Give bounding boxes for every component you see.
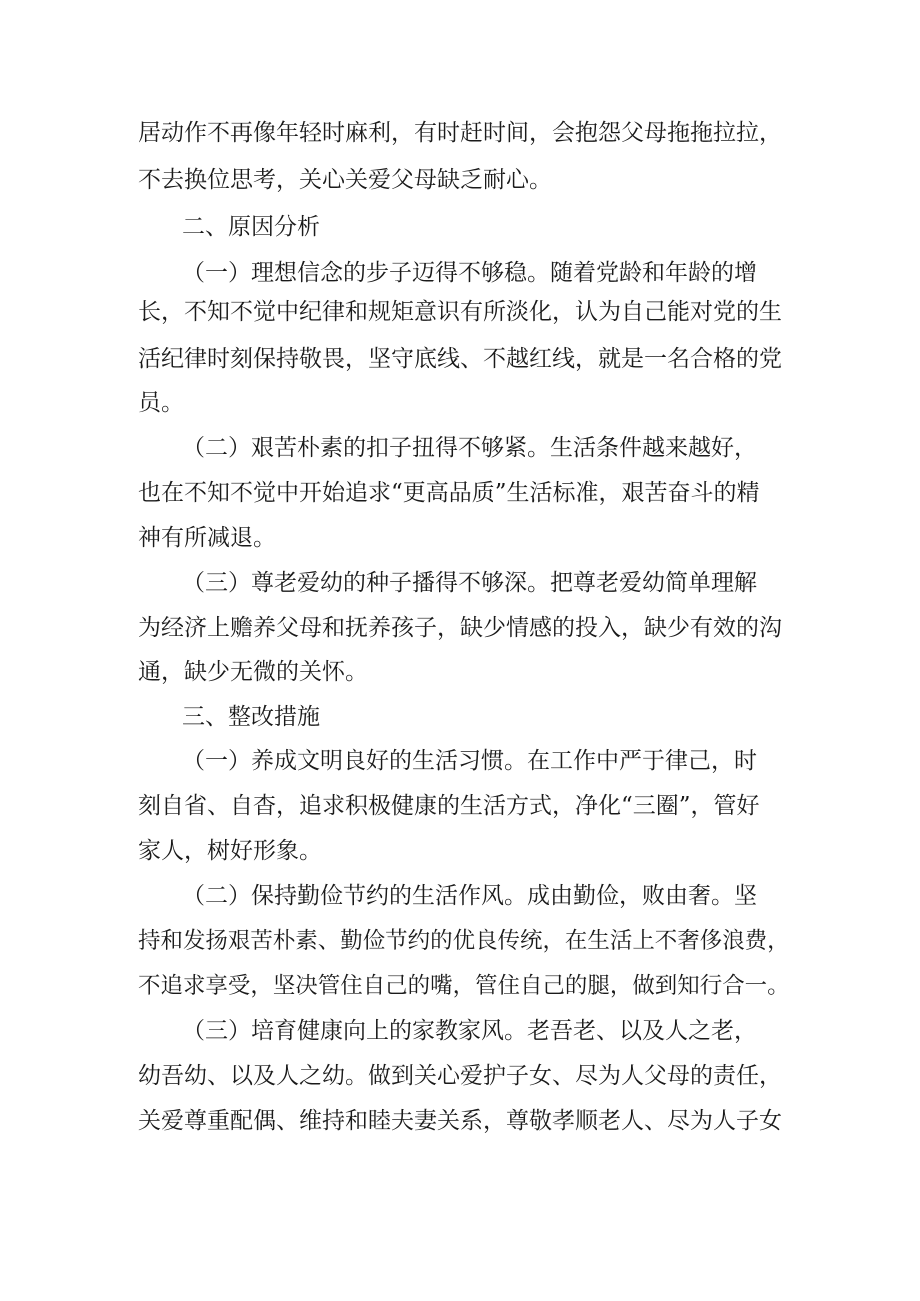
body-text-line: 家人，树好形象。 xyxy=(138,838,322,864)
paragraph-first-line: （三）尊老爱幼的种子播得不够深。把尊老爱幼简单理解 xyxy=(182,570,757,596)
body-text-line: 神有所减退。 xyxy=(138,525,276,551)
body-text-line: 不追求享受，坚决管住自己的嘴，管住自己的腿，做到知行合一。 xyxy=(138,973,790,999)
body-text-line: 刻自省、自杳，追求积极健康的生活方式，净化“三圈”，管好 xyxy=(138,793,760,819)
body-text-line: 持和发扬艰苦朴素、勤俭节约的优良传统，在生活上不奢侈浪费， xyxy=(138,928,790,954)
paragraph-first-line: （一）养成文明良好的生活习惯。在工作中严于律己，时 xyxy=(182,748,757,774)
body-text-line: 幼吾幼、以及人之幼。做到关心爱护子女、尽为人父母的责任， xyxy=(138,1063,782,1089)
body-text-line: 长，不知不觉中纪律和规矩意识有所淡化，认为自己能对党的生 xyxy=(138,299,782,325)
body-text-line: 活纪律时刻保持敬畏，坚守底线、不越红线，就是一名合格的党 xyxy=(138,346,782,372)
section-heading: 三、整改措施 xyxy=(182,704,320,730)
body-text-line: 关爱尊重配偶、维持和睦夫妻关系，尊敬孝顺老人、尽为人子女 xyxy=(138,1108,782,1134)
body-text-line: 居动作不再像年轻时麻利，有时赶时间，会抱怨父母拖拖拉拉， xyxy=(138,120,782,146)
body-text-line: 员。 xyxy=(138,390,184,416)
body-text-line: 通，缺少无微的关怀。 xyxy=(138,659,368,685)
body-text-line: 不去换位思考，关心关爱父母缺乏耐心。 xyxy=(138,167,552,193)
paragraph-first-line: （二）保持勤俭节约的生活作风。成由勤俭，败由奢。坚 xyxy=(182,883,757,909)
paragraph-first-line: （三）培育健康向上的家教家风。老吾老、以及人之老， xyxy=(182,1018,757,1044)
body-text-line: 为经济上赡养父母和抚养孩子，缺少情感的投入，缺少有效的沟 xyxy=(138,615,782,641)
paragraph-first-line: （一）理想信念的步子迈得不够稳。随着党龄和年龄的增 xyxy=(182,260,757,286)
body-text-line: 也在不知不觉中开始追求“更高品质”生活标准，艰苦奋斗的精 xyxy=(138,480,760,506)
paragraph-first-line: （二）艰苦朴素的扣子扭得不够紧。生活条件越来越好， xyxy=(182,435,757,461)
section-heading: 二、原因分析 xyxy=(182,214,320,240)
